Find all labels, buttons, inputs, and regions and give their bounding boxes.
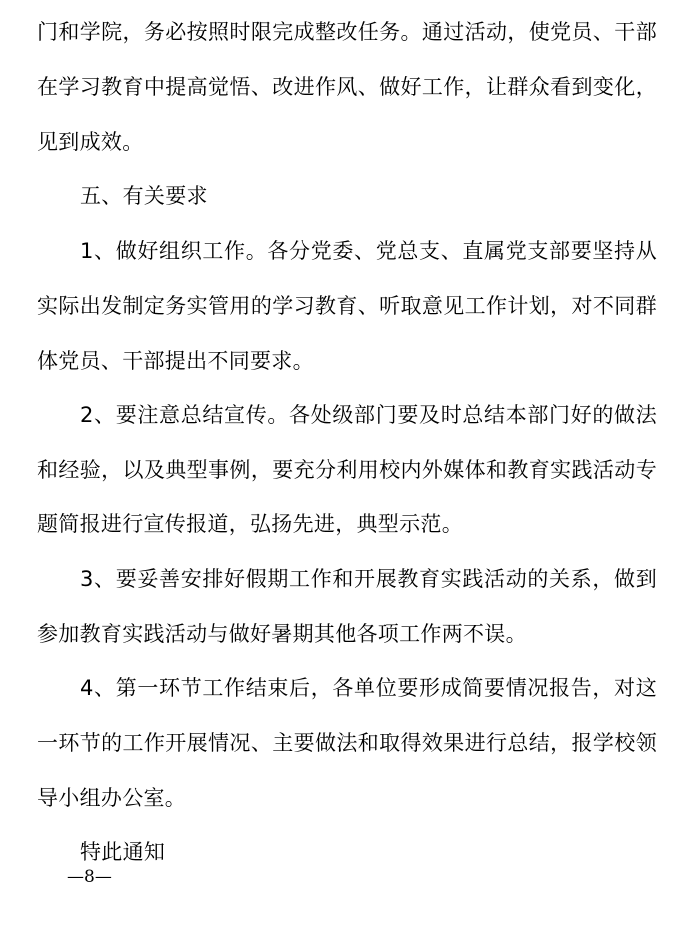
- continuation-line-3: 见到成效。: [37, 130, 144, 154]
- closing-text: 特此通知: [80, 840, 166, 864]
- item-4-line-2: 一环节的工作开展情况、主要做法和取得效果进行总结，报学校领: [37, 731, 657, 755]
- item-1-line-1: 1、做好组织工作。各分党委、党总支、直属党支部要坚持从: [80, 239, 657, 263]
- item-2-line-1: 2、要注意总结宣传。各处级部门要及时总结本部门好的做法: [80, 403, 657, 427]
- page-number: —8—: [67, 867, 112, 887]
- item-1-line-3: 体党员、干部提出不同要求。: [37, 349, 314, 373]
- item-4-line-1: 4、第一环节工作结束后，各单位要形成简要情况报告，对这: [80, 676, 657, 700]
- item-3-line-2: 参加教育实践活动与做好暑期其他各项工作两不误。: [37, 622, 527, 646]
- continuation-line-1: 门和学院，务必按照时限完成整改任务。通过活动，使党员、干部: [37, 20, 657, 44]
- section-heading: 五、有关要求: [80, 184, 208, 208]
- item-4-line-3: 导小组办公室。: [37, 786, 187, 810]
- item-3-line-1: 3、要妥善安排好假期工作和开展教育实践活动的关系，做到: [80, 567, 657, 591]
- item-2-line-3: 题简报进行宣传报道，弘扬先进，典型示范。: [37, 512, 463, 536]
- item-2-line-2: 和经验，以及典型事例，要充分利用校内外媒体和教育实践活动专: [37, 458, 657, 482]
- continuation-line-2: 在学习教育中提高觉悟、改进作风、做好工作，让群众看到变化，: [37, 75, 657, 99]
- item-1-line-2: 实际出发制定务实管用的学习教育、听取意见工作计划，对不同群: [37, 294, 657, 318]
